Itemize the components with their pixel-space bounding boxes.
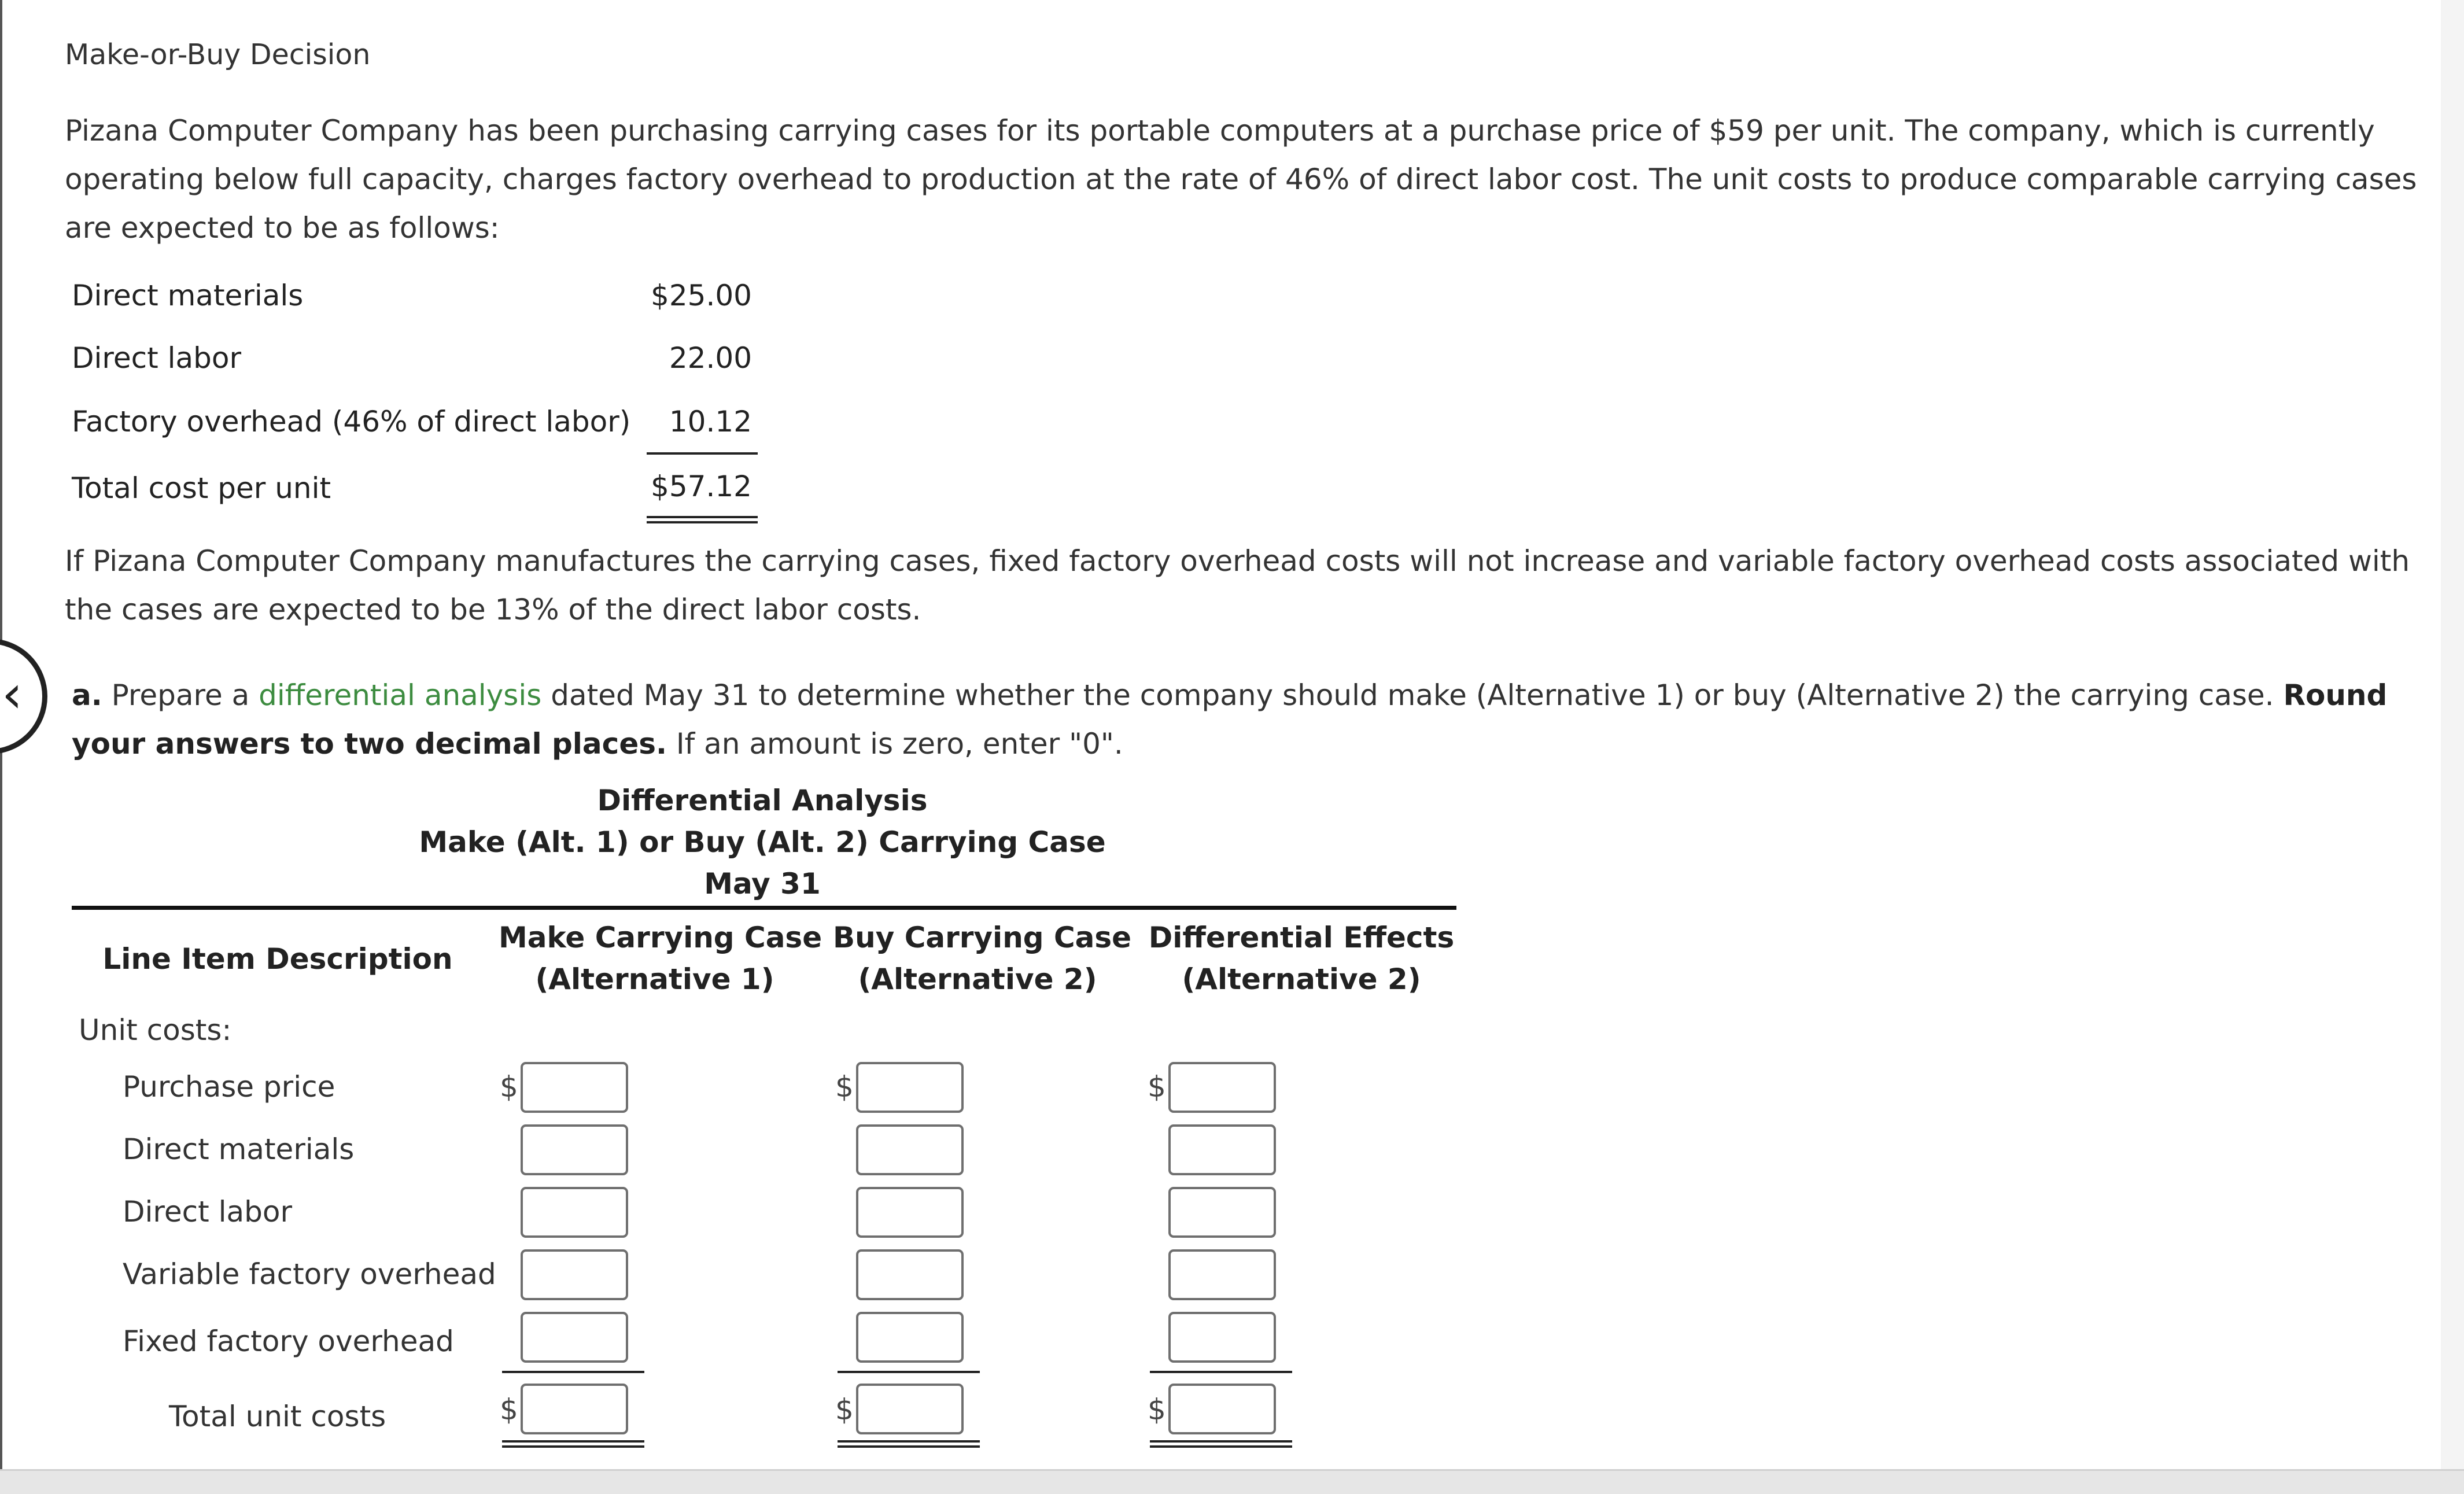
cost-value-factory-overhead: 10.12 bbox=[669, 405, 752, 438]
chevron-left-icon: ‹ bbox=[2, 664, 23, 725]
currency-make-purchase: $ bbox=[500, 1070, 518, 1104]
currency-diff-purchase: $ bbox=[1148, 1070, 1166, 1104]
col-header-line-item: Line Item Description bbox=[102, 942, 453, 976]
rounding-instruction: Round your answers to two decimal places. bbox=[72, 678, 2388, 761]
buy-purchase-price-input[interactable] bbox=[856, 1062, 964, 1113]
diff-total-input[interactable] bbox=[1168, 1384, 1276, 1434]
buy-subtotal-rule bbox=[838, 1371, 980, 1373]
make-variable-overhead-input[interactable] bbox=[521, 1249, 628, 1300]
make-fixed-overhead-input[interactable] bbox=[521, 1312, 628, 1363]
diff-total-double-rule bbox=[1150, 1440, 1292, 1448]
cost-value-total: $57.12 bbox=[651, 470, 752, 503]
row-label-variable-overhead: Variable factory overhead bbox=[123, 1257, 496, 1291]
buy-fixed-overhead-input[interactable] bbox=[856, 1312, 964, 1363]
col-header-buy-line1: Buy Carrying Case bbox=[833, 921, 1132, 954]
currency-buy-total: $ bbox=[835, 1393, 854, 1426]
currency-buy-purchase: $ bbox=[835, 1070, 854, 1104]
make-total-input[interactable] bbox=[521, 1384, 628, 1434]
intro-paragraph: Pizana Computer Company has been purchasing carrying cases for its portable computers at a purchase price of $59 per unit. The company, which is currently operating below full capacity, charges factory overhead to production at the rate of 46% of direct labor cost. The unit costs to produce comparable carrying cases are expected to be as follows: bbox=[65, 114, 2417, 245]
question-a bbox=[72, 671, 2420, 768]
buy-direct-labor-input[interactable] bbox=[856, 1187, 964, 1238]
cost-value-direct-labor: 22.00 bbox=[669, 341, 752, 375]
previous-nav-button[interactable] bbox=[0, 639, 47, 754]
table-top-rule bbox=[72, 906, 1456, 910]
col-header-make bbox=[499, 917, 822, 1000]
bottom-scrollbar-track[interactable] bbox=[0, 1469, 2464, 1494]
diff-variable-overhead-input[interactable] bbox=[1168, 1249, 1276, 1300]
row-label-direct-materials: Direct materials bbox=[123, 1133, 355, 1166]
col-header-make-line2: (Alternative 1) bbox=[535, 962, 774, 996]
col-header-diff-line1: Differential Effects bbox=[1148, 921, 1455, 954]
diff-subtotal-rule bbox=[1150, 1371, 1292, 1373]
scroll-gutter bbox=[2441, 0, 2464, 1469]
col-header-diff-line2: (Alternative 2) bbox=[1182, 962, 1421, 996]
subtotal-rule bbox=[647, 452, 758, 455]
col-header-buy bbox=[833, 917, 1132, 1000]
analysis-heading: Differential Analysis bbox=[597, 784, 928, 817]
zero-note: If an amount is zero, enter "0". bbox=[676, 727, 1123, 761]
col-header-diff bbox=[1145, 917, 1458, 1000]
cost-label-direct-labor: Direct labor bbox=[72, 341, 242, 375]
cost-value-direct-materials: $25.00 bbox=[651, 279, 752, 312]
row-label-direct-labor: Direct labor bbox=[123, 1195, 293, 1229]
row-label-purchase-price: Purchase price bbox=[123, 1070, 335, 1104]
condition-paragraph: If Pizana Computer Company manufactures the carrying cases, fixed factory overhead costs will not increase and variable factory overhead costs associated with the cases are expected to be 13% of the direct labor costs. bbox=[65, 544, 2410, 626]
cost-label-direct-materials: Direct materials bbox=[72, 279, 304, 312]
differential-analysis-link[interactable]: differential analysis bbox=[259, 678, 542, 712]
diff-direct-labor-input[interactable] bbox=[1168, 1187, 1276, 1238]
col-header-make-line1: Make Carrying Case bbox=[499, 921, 822, 954]
diff-direct-materials-input[interactable] bbox=[1168, 1124, 1276, 1175]
col-header-buy-line2: (Alternative 2) bbox=[858, 962, 1097, 996]
buy-total-input[interactable] bbox=[856, 1384, 964, 1434]
section-label-unit-costs: Unit costs: bbox=[79, 1013, 232, 1047]
diff-fixed-overhead-input[interactable] bbox=[1168, 1312, 1276, 1363]
make-total-double-rule bbox=[502, 1440, 644, 1448]
buy-direct-materials-input[interactable] bbox=[856, 1124, 964, 1175]
row-label-total-unit-costs: Total unit costs bbox=[169, 1400, 386, 1433]
total-double-rule bbox=[647, 516, 758, 523]
make-purchase-price-input[interactable] bbox=[521, 1062, 628, 1113]
currency-diff-total: $ bbox=[1148, 1393, 1166, 1426]
make-subtotal-rule bbox=[502, 1371, 644, 1373]
analysis-date: May 31 bbox=[704, 867, 821, 901]
buy-total-double-rule bbox=[838, 1440, 980, 1448]
cost-label-total: Total cost per unit bbox=[72, 471, 331, 505]
buy-variable-overhead-input[interactable] bbox=[856, 1249, 964, 1300]
cost-label-factory-overhead: Factory overhead (46% of direct labor) bbox=[72, 405, 631, 438]
problem-title: Make-or-Buy Decision bbox=[65, 38, 371, 71]
analysis-subheading: Make (Alt. 1) or Buy (Alt. 2) Carrying Case bbox=[419, 825, 1106, 859]
question-text-before: Prepare a bbox=[111, 678, 250, 712]
currency-make-total: $ bbox=[500, 1393, 518, 1426]
question-text-after: dated May 31 to determine whether the company should make (Alternative 1) or buy (Alternative 2) the carrying case. bbox=[551, 678, 2274, 712]
diff-purchase-price-input[interactable] bbox=[1168, 1062, 1276, 1113]
make-direct-labor-input[interactable] bbox=[521, 1187, 628, 1238]
row-label-fixed-overhead: Fixed factory overhead bbox=[123, 1325, 454, 1358]
question-prefix: a. bbox=[72, 678, 102, 712]
make-direct-materials-input[interactable] bbox=[521, 1124, 628, 1175]
